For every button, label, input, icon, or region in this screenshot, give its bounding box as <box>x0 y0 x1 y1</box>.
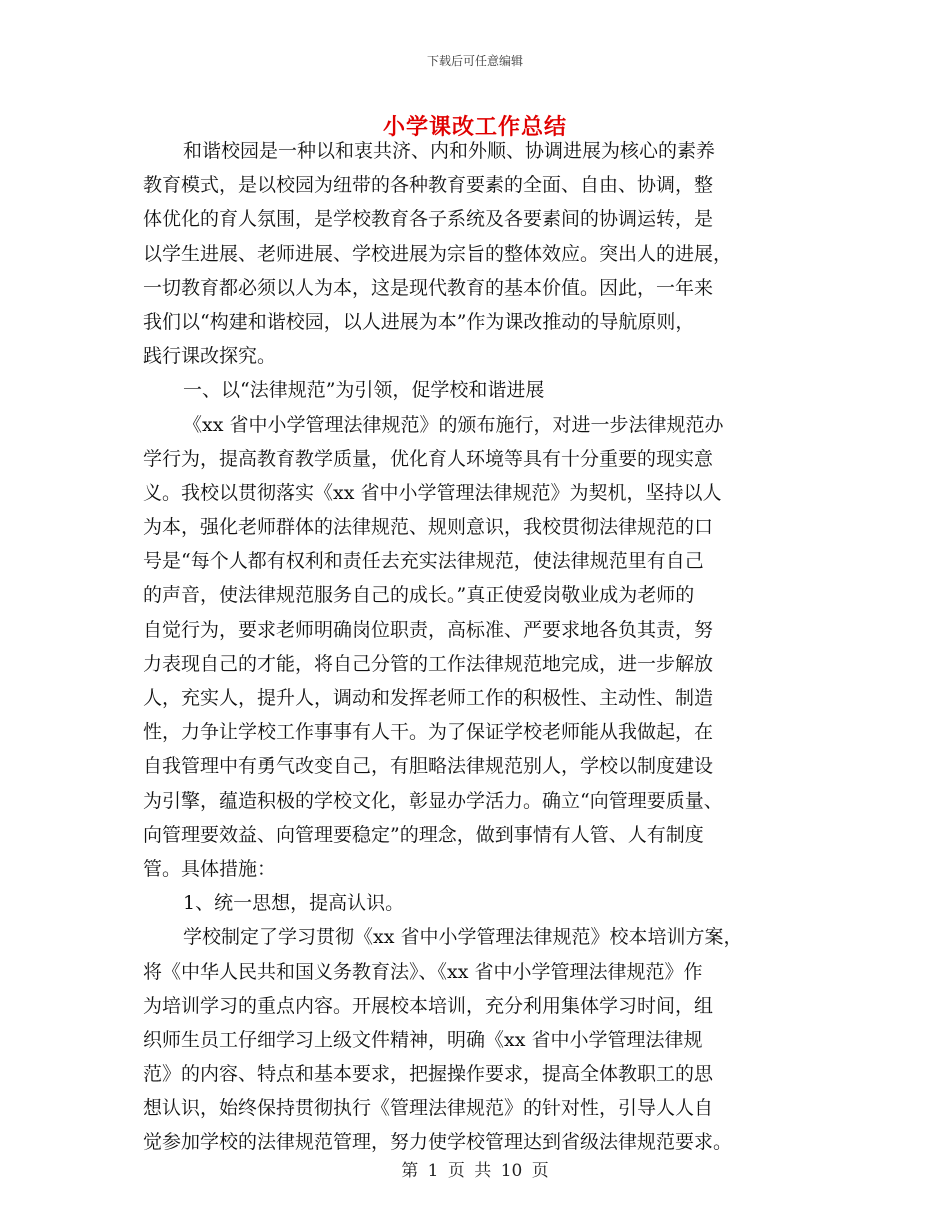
text-line: 践行课改探究。 <box>143 345 277 368</box>
text-line: 力表现自己的才能，将自己分管的工作法律规范地完成，进一步解放 <box>143 652 714 675</box>
document-title: 小学课改工作总结 <box>382 114 567 140</box>
text-line: 学行为，提高教育教学质量，优化育人环境等具有十分重要的现实意 <box>143 447 714 470</box>
text-line: 人，充实人，提升人，调动和发挥老师工作的积极性、主动性、制造 <box>143 687 714 709</box>
text-line: 体优化的育人氛围，是学校教育各子系统及各要素间的协调运转，是 <box>143 208 714 231</box>
text-line: 为培训学习的重点内容。开展校本培训，充分利用集体学习时间，组 <box>143 994 714 1017</box>
text-line: 义。我校以贯彻落实《xx 省中小学管理法律规范》为契机，坚持以人 <box>143 481 722 504</box>
text-line: 以学生进展、老师进展、学校进展为宗旨的整体效应。突出人的进展， <box>143 242 733 265</box>
text-line: 一、以“法律规范”为引领，促学校和谐进展 <box>183 379 545 402</box>
text-line: 学校制定了学习贯彻《xx 省中小学管理法律规范》校本培训方案， <box>183 926 743 949</box>
page-header: 下载后可任意编辑 <box>426 54 523 68</box>
page-footer: 第 1 页 共 10 页 <box>401 1161 549 1181</box>
text-line: 管。具体措施： <box>143 857 277 880</box>
text-line: 号是“每个人都有权利和责任去充实法律规范，使法律规范里有自己 <box>143 550 704 573</box>
text-line: 性，力争让学校工作事事有人干。为了保证学校老师能从我做起，在 <box>143 721 714 744</box>
text-line: 想认识，始终保持贯彻执行《管理法律规范》的针对性，引导人人自 <box>143 1097 714 1120</box>
text-line: 织师生员工仔细学习上级文件精神，明确《xx 省中小学管理法律规 <box>143 1028 703 1051</box>
text-line: 的声音，使法律规范服务自己的成长。”真正使爱岗敬业成为老师的 <box>143 584 695 607</box>
text-line: 为引擎，蕴造积极的学校文化，彰显办学活力。确立“向管理要质量、 <box>143 789 723 812</box>
text-line: 和谐校园是一种以和衷共济、内和外顺、协调进展为核心的素养 <box>183 140 716 162</box>
text-line: 觉参加学校的法律规范管理，努力使学校管理达到省级法律规范要求。 <box>143 1131 733 1154</box>
text-line: 自觉行为，要求老师明确岗位职责，高标准、严要求地各负其责，努 <box>143 618 714 641</box>
text-line: 1、统一思想，提高认识。 <box>183 892 405 915</box>
document-body <box>143 134 811 1160</box>
text-line: 一切教育都必须以人为本，这是现代教育的基本价值。因此，一年来 <box>143 276 714 299</box>
text-line: 将《中华人民共和国义务教育法》、《xx 省中小学管理法律规范》作 <box>143 960 703 983</box>
text-line: 自我管理中有勇气改变自己，有胆略法律规范别人，学校以制度建设 <box>143 755 714 778</box>
text-line: 我们以“构建和谐校园，以人进展为本”作为课改推动的导航原则， <box>143 310 695 333</box>
text-line: 为本，强化老师群体的法律规范、规则意识，我校贯彻法律规范的口 <box>143 516 714 539</box>
text-line: 教育模式，是以校园为纽带的各种教育要素的全面、自由、协调，整 <box>143 174 714 197</box>
text-line: 范》的内容、特点和基本要求，把握操作要求，提高全体教职工的思 <box>143 1063 714 1086</box>
text-line: 《xx 省中小学管理法律规范》的颁布施行，对进一步法律规范办 <box>183 413 724 436</box>
text-line: 向管理要效益、向管理要稳定”的理念，做到事情有人管、人有制度 <box>143 823 704 846</box>
